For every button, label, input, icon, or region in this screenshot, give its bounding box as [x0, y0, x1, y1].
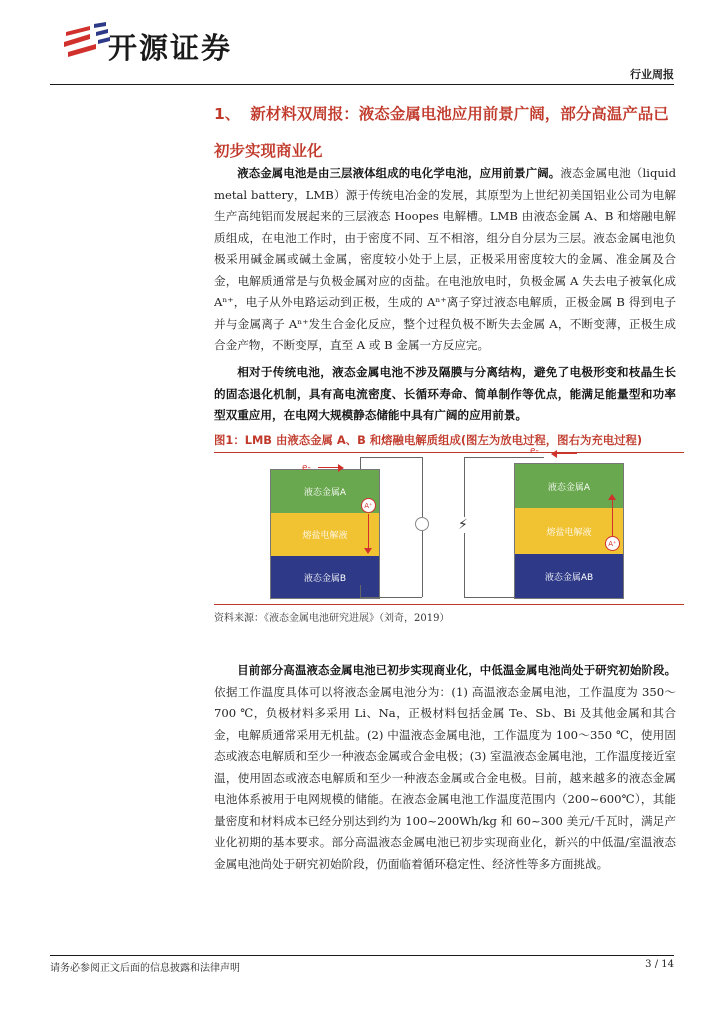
figure-caption: 图1：LMB 由液态金属 A、B 和熔融电解质组成(图左为放电过程，图右为充电过程) [214, 430, 684, 453]
section-title-text: 新材料双周报：液态金属电池应用前景广阔，部分高温产品已初步实现商业化 [214, 105, 669, 160]
lamp-icon [415, 517, 429, 531]
left-electron-arrow-line [318, 467, 340, 468]
right-wire-down-2 [464, 533, 465, 597]
left-cell-metal-a-label: 液态金属A [271, 470, 379, 513]
left-cell-metal-b-label: 液态金属B [303, 573, 347, 584]
brand-name: 开源证券 [108, 31, 233, 65]
left-cell-box [270, 469, 380, 599]
right-electron-label: e- [530, 446, 539, 456]
right-wire-top [464, 457, 544, 458]
left-wire-bottom [360, 597, 422, 598]
paragraph-lead: 液态金属电池是由三层液体组成的电化学电池，应用前景广阔。 [237, 166, 561, 180]
report-type-label: 行业周报 [630, 68, 674, 81]
left-wire-down-2 [422, 531, 423, 597]
page-header [0, 0, 724, 92]
page-number: 3 / 14 [645, 959, 674, 970]
figure-source: 资料来源：《液态金属电池研究进展》（刘奇，2019） [214, 613, 450, 624]
right-wire-down [464, 457, 465, 517]
right-cell-metal-ab-label: 液态金属AB [544, 572, 594, 583]
right-electron-arrow-icon [551, 450, 557, 458]
paragraph-lead: 目前部分高温液态金属电池已初步实现商业化，中低温金属电池尚处于研究初始阶段。 [237, 663, 676, 677]
right-cell-metal-a-label: 液态金属A [515, 464, 623, 508]
paragraph-commercialization [214, 660, 676, 875]
power-source-icon: ⚡ [458, 517, 468, 533]
left-ion-arrow-icon [364, 548, 372, 554]
left-ion-path [368, 514, 369, 552]
section-number: 1、 [214, 105, 241, 123]
paragraph-lmb-intro [214, 163, 676, 357]
figure-labels [214, 446, 684, 603]
left-cell-electrolyte-label: 熔盐电解液 [271, 513, 379, 556]
paragraph-body: 液态金属电池（liquid metal battery，LMB）源于传统电冶金的发展，其原型为上世纪初美国铝业公司为电解生产高纯铝而发展起来的三层液态 Hoopes 电解槽。LMB 由液态金属 A、B 和熔融电解质组成，在电池工作时，由于密度不同、互不相溶，组分自分层为三层。液态金属电池负极采用碱金属或碱土金属，密度较小处于上层，正极采用密度较大的金属、准金属及合金，电解质通常是与负极金属对应的卤盐。在电池放电时，负极金属 A 失去电子被氧化成 Aⁿ⁺，电子从外电路运动到正极，生成的 Aⁿ⁺离子穿过液态电解质，正极金属 B 得到电子并与金属离子 Aⁿ⁺发生合金化反应，整个过程负极不断失去金属 A，不断变薄，正极生成合金产物，不断变厚，直至 A 或 B 金属一方反应完。 [214, 166, 676, 352]
right-ion-path [612, 498, 613, 536]
left-electron-arrow-icon [338, 464, 344, 472]
left-wire-drop [360, 457, 361, 469]
paragraph-advantages: 相对于传统电池，液态金属电池不涉及隔膜与分离结构，避免了电极形变和枝晶生长的固态退化机制，具有高电流密度、长循环寿命、简单制作等优点，能满足能量型和功率型双重应用，在电网大规模静态储能中具有广阔的应用前景。 [214, 365, 676, 422]
header-divider [50, 84, 674, 85]
paragraph-body: 依据工作温度具体可以将液态金属电池分为：(1) 高温液态金属电池，工作温度为 350～700 ℃，负极材料多采用 Li、Na，正极材料包括金属 Te、Sb、Bi 及其他金属和其合金，电解质通常采用无机盐。(2) 中温液态金属电池，工作温度为 100～350 ℃，使用固态或液态电解质和至少一种液态金属或合金电极；(3) 室温液态金属电池，工作温度接近室温，使用固态或液态电解质和至少一种液态金属或合金电极。目前，越来越多的液态金属电池体系被用于电网规模的储能。在液态金属电池工作温度范围内（200~600℃），其能量密度和材料成本已经分别达到约为 100~200Wh/kg 和 60~300 美元/千瓦时，满足产业化初期的基本要求。部分高温液态金属电池已初步实现商业化，新兴的中低温/室温液态金属电池尚处于研究初始阶段，仍面临着循环稳定性、经济性等多方面挑战。 [214, 684, 676, 871]
footer-divider [50, 955, 674, 956]
left-wire-top [360, 457, 422, 458]
left-ion-marker: A⁺ [361, 498, 376, 513]
figure-divider [214, 604, 684, 605]
section-title [214, 96, 684, 170]
right-cell-box [514, 463, 624, 599]
left-electron-label: e- [302, 463, 311, 473]
left-wire-rise [360, 585, 361, 597]
left-wire-down [422, 457, 423, 517]
right-electron-arrow-line [557, 453, 577, 454]
right-cell-electrolyte-label: 熔盐电解液 [515, 508, 623, 554]
footer-disclaimer: 请务必参阅正文后面的信息披露和法律声明 [50, 963, 240, 974]
right-ion-marker: A⁺ [605, 536, 620, 551]
right-ion-arrow-icon [608, 494, 616, 500]
